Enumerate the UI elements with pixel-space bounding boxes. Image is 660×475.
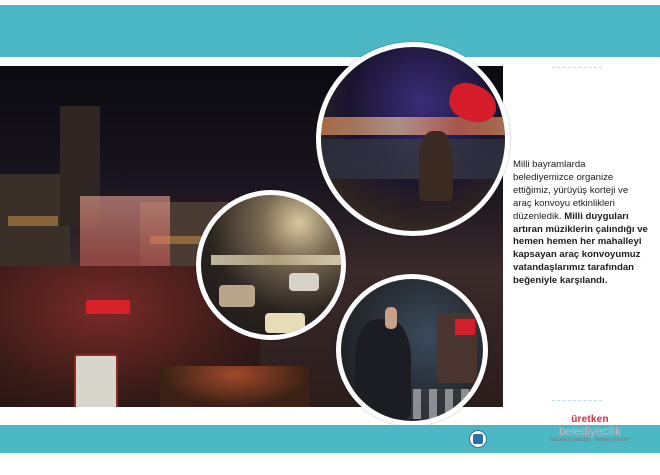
description-bold-text: Milli duyguları artıran müziklerin çalındığı ve hemen hemen her mahalleyi kapsayan araç konvoyumuz vatandaşlarımız tarafından beğeniyle karşılandı. [513,210,648,287]
top-color-band [0,5,660,57]
waving-person [355,319,411,419]
convoy-car [219,285,255,307]
inset-photo-car-convoy [196,190,346,340]
convoy-car [289,273,319,291]
logo-word-belediyecilik: belediyecilik [558,424,622,438]
flag-banner [86,300,130,314]
raised-hand [385,307,397,329]
bottom-divider [552,400,602,401]
description-normal-text: Milli bayramlarda belediyemizce organize ettiğimiz, yürüyüş korteji ve araç konvoyu etkinlikleri düzenledik. [513,159,629,222]
logo-tagline: "bütüncül yaklaşım - birlikte yönetim" [549,437,631,443]
truck-flag [455,319,475,335]
logo-word-uretken: üretken [571,414,609,425]
municipality-crest-icon [469,430,487,448]
description-paragraph [513,159,648,288]
uretken-belediyecilik-logo [535,415,645,444]
inset-photo-torch-march [316,42,510,236]
top-divider [552,67,602,68]
horse-rider [419,131,453,201]
lit-trees [160,366,310,407]
inset-photo-waving-official [336,274,488,426]
convoy-car [265,313,305,333]
bus [74,354,118,407]
